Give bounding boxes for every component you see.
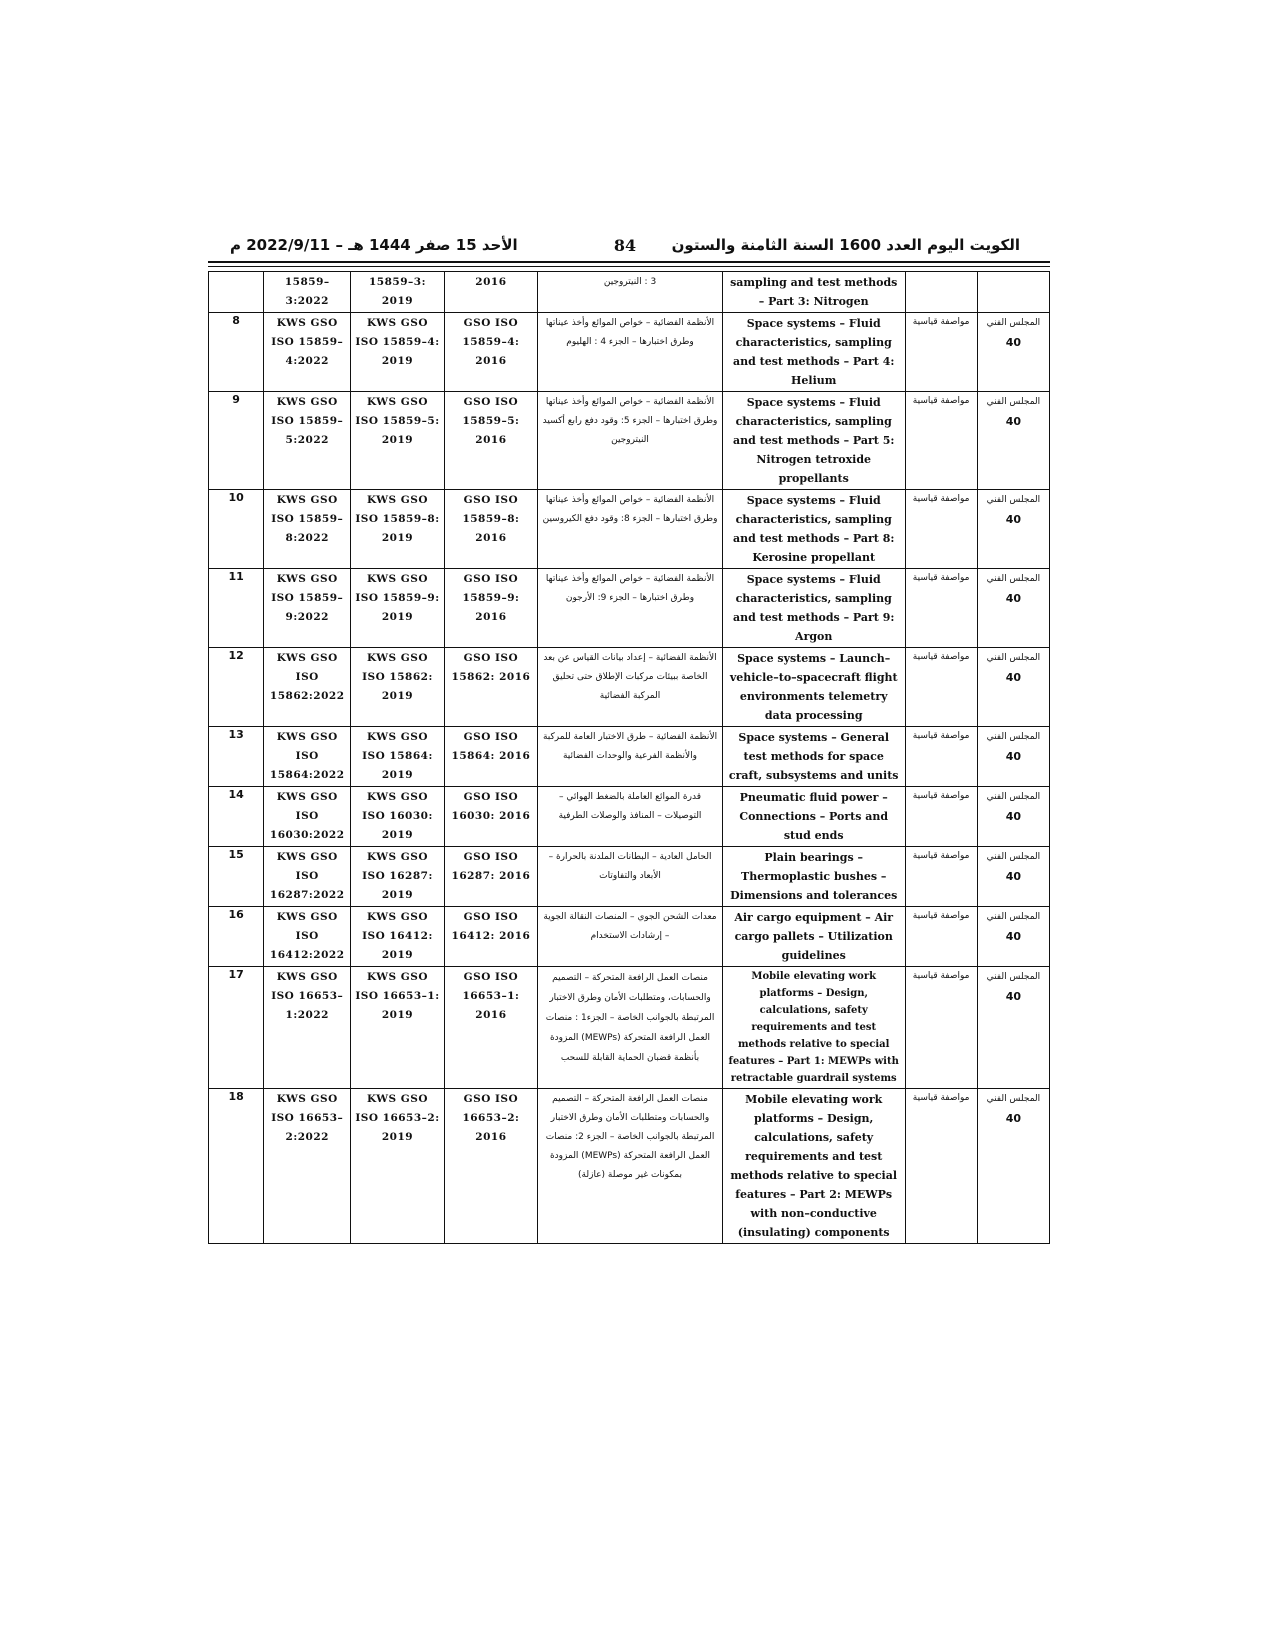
committee-cell bbox=[977, 392, 1049, 490]
committee-name: المجلس الفني bbox=[986, 912, 1041, 922]
doc-type: مواصفة قياسية bbox=[905, 847, 977, 907]
table-row bbox=[209, 569, 1050, 648]
english-title: Pneumatic fluid power – Connections – Ports and stud ends bbox=[722, 787, 905, 847]
row-number: 17 bbox=[209, 967, 264, 1089]
english-title: sampling and test methods – Part 3: Nitrogen bbox=[722, 272, 905, 313]
arabic-title: منصات العمل الرافعة المتحركة – التصميم والحسابات ومتطلبات الأمان وطرق الاختبار المرتبطة بالجوانب الخاصة – الجزء 2: منصات العمل الرافعة المتحركة (MEWPs) المزودة بمكونات غير موصلة (عازلة) bbox=[538, 1089, 723, 1244]
committee-name: المجلس الفني bbox=[986, 653, 1041, 663]
kws-old-code: KWS GSO ISO 16287: 2019 bbox=[351, 847, 444, 907]
committee-cell bbox=[977, 787, 1049, 847]
kws-old-code: KWS GSO ISO 16030: 2019 bbox=[351, 787, 444, 847]
gso-code: GSO ISO 15859–9: 2016 bbox=[444, 569, 537, 648]
table-row bbox=[209, 727, 1050, 787]
committee-number: 40 bbox=[1005, 870, 1022, 883]
arabic-title: الأنظمة الفضائية – طرق الاختبار العامة للمركبة والأنظمة الفرعية والوحدات الفضائية bbox=[538, 727, 723, 787]
kws-new-code: KWS GSO ISO 15859–9:2022 bbox=[264, 569, 351, 648]
arabic-title: 3 : النيتروجين bbox=[538, 272, 723, 313]
doc-type: مواصفة قياسية bbox=[905, 787, 977, 847]
english-title: Space systems – General test methods for space craft, subsystems and units bbox=[722, 727, 905, 787]
english-title: Mobile elevating work platforms – Design, calculations, safety requirements and test methods relative to special features – Part 1: MEWPs with retractable guardrail systems bbox=[722, 967, 905, 1089]
doc-type bbox=[905, 272, 977, 313]
gso-code: GSO ISO 15862: 2016 bbox=[444, 648, 537, 727]
arabic-title: الأنظمة الفضائية – خواص الموائع وأخذ عيناتها وطرق اختبارها – الجزء 4 : الهليوم bbox=[538, 313, 723, 392]
gso-code: GSO ISO 16653–2: 2016 bbox=[444, 1089, 537, 1244]
kws-old-code: KWS GSO ISO 15859–9: 2019 bbox=[351, 569, 444, 648]
row-number: 9 bbox=[209, 392, 264, 490]
gso-code: GSO ISO 16653–1: 2016 bbox=[444, 967, 537, 1089]
gso-code: GSO ISO 15859–8: 2016 bbox=[444, 490, 537, 569]
english-title: Plain bearings – Thermoplastic bushes – Dimensions and tolerances bbox=[722, 847, 905, 907]
kws-old-code: KWS GSO ISO 15859–8: 2019 bbox=[351, 490, 444, 569]
kws-new-code: KWS GSO ISO 15859–8:2022 bbox=[264, 490, 351, 569]
gazette-title: الكويت اليوم العدد 1600 السنة الثامنة والستون bbox=[671, 236, 1020, 254]
english-title: Air cargo equipment – Air cargo pallets – Utilization guidelines bbox=[722, 907, 905, 967]
doc-type: مواصفة قياسية bbox=[905, 1089, 977, 1244]
kws-new-code: KWS GSO ISO 15859–5:2022 bbox=[264, 392, 351, 490]
doc-type: مواصفة قياسية bbox=[905, 907, 977, 967]
kws-old-code: KWS GSO ISO 16653–2: 2019 bbox=[351, 1089, 444, 1244]
gso-code: GSO ISO 16030: 2016 bbox=[444, 787, 537, 847]
header-rule bbox=[208, 261, 1050, 263]
arabic-title: منصات العمل الرافعة المتحركة – التصميم والحسابات، ومتطلبات الأمان وطرق الاختبار المرتبطة بالجوانب الخاصة – الجزء1 : منصات العمل الرافعة المتحركة (MEWPs) المزودة بأنظمة قضبان الحماية القابلة للسحب bbox=[538, 967, 723, 1089]
kws-old-code: KWS GSO ISO 15859–4: 2019 bbox=[351, 313, 444, 392]
gso-code: GSO ISO 16287: 2016 bbox=[444, 847, 537, 907]
arabic-title: قدرة الموائع العاملة بالضغط الهوائي – التوصيلات – المنافذ والوصلات الطرفية bbox=[538, 787, 723, 847]
kws-new-code: KWS GSO ISO 15862:2022 bbox=[264, 648, 351, 727]
arabic-title: الأنظمة الفضائية – إعداد بيانات القياس عن بعد الخاصة ببيئات مركبات الإطلاق حتى تحليق المركبة الفضائية bbox=[538, 648, 723, 727]
english-title: Space systems – Fluid characteristics, sampling and test methods – Part 9: Argon bbox=[722, 569, 905, 648]
kws-old-code: 15859–3: 2019 bbox=[351, 272, 444, 313]
row-number: 11 bbox=[209, 569, 264, 648]
kws-new-code: KWS GSO ISO 15859–4:2022 bbox=[264, 313, 351, 392]
doc-type: مواصفة قياسية bbox=[905, 313, 977, 392]
row-number: 13 bbox=[209, 727, 264, 787]
table-row bbox=[209, 787, 1050, 847]
committee-name: المجلس الفني bbox=[986, 495, 1041, 505]
english-title: Space systems – Launch–vehicle–to–spacecraft flight environments telemetry data processing bbox=[722, 648, 905, 727]
committee-number: 40 bbox=[1005, 336, 1022, 349]
table-row bbox=[209, 392, 1050, 490]
committee-number: 40 bbox=[1005, 513, 1022, 526]
doc-type: مواصفة قياسية bbox=[905, 490, 977, 569]
english-title: Mobile elevating work platforms – Design, calculations, safety requirements and test methods relative to special features – Part 2: MEWPs with non–conductive (insulating) components bbox=[722, 1089, 905, 1244]
table-row bbox=[209, 1089, 1050, 1244]
table-body bbox=[209, 272, 1050, 1244]
committee-number: 40 bbox=[1005, 810, 1022, 823]
arabic-title: الأنظمة الفضائية – خواص الموائع وأخذ عيناتها وطرق اختبارها – الجزء 8: وقود دفع الكيروسين bbox=[538, 490, 723, 569]
table-row bbox=[209, 847, 1050, 907]
table-row bbox=[209, 648, 1050, 727]
gso-code: 2016 bbox=[444, 272, 537, 313]
gso-code: GSO ISO 16412: 2016 bbox=[444, 907, 537, 967]
standards-table bbox=[208, 271, 1050, 1244]
row-number: 14 bbox=[209, 787, 264, 847]
table-row bbox=[209, 313, 1050, 392]
english-title: Space systems – Fluid characteristics, sampling and test methods – Part 4: Helium bbox=[722, 313, 905, 392]
committee-cell bbox=[977, 1089, 1049, 1244]
table-row bbox=[209, 907, 1050, 967]
issue-date: الأحد 15 صفر 1444 هـ – 2022/9/11 م bbox=[230, 236, 518, 254]
row-number: 18 bbox=[209, 1089, 264, 1244]
committee-cell bbox=[977, 569, 1049, 648]
english-title: Space systems – Fluid characteristics, sampling and test methods – Part 5: Nitrogen tetroxide propellants bbox=[722, 392, 905, 490]
committee-number: 40 bbox=[1005, 750, 1022, 763]
committee-name: المجلس الفني bbox=[986, 397, 1041, 407]
row-number: 15 bbox=[209, 847, 264, 907]
page-number: 84 bbox=[613, 236, 637, 255]
arabic-title: الأنظمة الفضائية – خواص الموائع وأخذ عيناتها وطرق اختبارها – الجزء 9: الأرجون bbox=[538, 569, 723, 648]
arabic-title: الأنظمة الفضائية – خواص الموائع وأخذ عيناتها وطرق اختبارها – الجزء 5: وقود دفع رابع أكسيد النيتروجين bbox=[538, 392, 723, 490]
doc-type: مواصفة قياسية bbox=[905, 392, 977, 490]
row-number: 8 bbox=[209, 313, 264, 392]
committee-cell bbox=[977, 727, 1049, 787]
english-title: Space systems – Fluid characteristics, sampling and test methods – Part 8: Kerosine propellant bbox=[722, 490, 905, 569]
kws-old-code: KWS GSO ISO 16412: 2019 bbox=[351, 907, 444, 967]
committee-name: المجلس الفني bbox=[986, 1094, 1041, 1104]
kws-new-code: KWS GSO ISO 16653–1:2022 bbox=[264, 967, 351, 1089]
committee-cell bbox=[977, 648, 1049, 727]
committee-cell bbox=[977, 967, 1049, 1089]
committee-cell bbox=[977, 490, 1049, 569]
arabic-title: معدات الشحن الجوي – المنصات النقالة الجوية – إرشادات الاستخدام bbox=[538, 907, 723, 967]
committee-name: المجلس الفني bbox=[986, 732, 1041, 742]
committee-number: 40 bbox=[1005, 990, 1022, 1003]
kws-new-code: KWS GSO ISO 16287:2022 bbox=[264, 847, 351, 907]
committee-name: المجلس الفني bbox=[986, 972, 1041, 982]
row-number bbox=[209, 272, 264, 313]
row-number: 10 bbox=[209, 490, 264, 569]
committee-number: 40 bbox=[1005, 415, 1022, 428]
committee-number: 40 bbox=[1005, 1112, 1022, 1125]
header-rule-thin bbox=[208, 266, 1050, 267]
committee-number: 40 bbox=[1005, 592, 1022, 605]
kws-old-code: KWS GSO ISO 16653–1: 2019 bbox=[351, 967, 444, 1089]
committee-name: المجلس الفني bbox=[986, 792, 1041, 802]
table-row bbox=[209, 272, 1050, 313]
committee-number: 40 bbox=[1005, 671, 1022, 684]
doc-type: مواصفة قياسية bbox=[905, 967, 977, 1089]
committee-name: المجلس الفني bbox=[986, 318, 1041, 328]
kws-new-code: KWS GSO ISO 15864:2022 bbox=[264, 727, 351, 787]
doc-type: مواصفة قياسية bbox=[905, 569, 977, 648]
committee-cell bbox=[977, 313, 1049, 392]
kws-old-code: KWS GSO ISO 15864: 2019 bbox=[351, 727, 444, 787]
committee-name: المجلس الفني bbox=[986, 574, 1041, 584]
gso-code: GSO ISO 15864: 2016 bbox=[444, 727, 537, 787]
table-row bbox=[209, 490, 1050, 569]
doc-type: مواصفة قياسية bbox=[905, 648, 977, 727]
kws-old-code: KWS GSO ISO 15859–5: 2019 bbox=[351, 392, 444, 490]
kws-new-code: 15859–3:2022 bbox=[264, 272, 351, 313]
arabic-title: الحامل العادية – البطانات الملدنة بالحرارة – الأبعاد والتفاوتات bbox=[538, 847, 723, 907]
row-number: 16 bbox=[209, 907, 264, 967]
gso-code: GSO ISO 15859–4: 2016 bbox=[444, 313, 537, 392]
kws-new-code: KWS GSO ISO 16412:2022 bbox=[264, 907, 351, 967]
committee-cell bbox=[977, 907, 1049, 967]
committee-cell bbox=[977, 272, 1049, 313]
kws-old-code: KWS GSO ISO 15862: 2019 bbox=[351, 648, 444, 727]
row-number: 12 bbox=[209, 648, 264, 727]
committee-cell bbox=[977, 847, 1049, 907]
committee-number: 40 bbox=[1005, 930, 1022, 943]
doc-type: مواصفة قياسية bbox=[905, 727, 977, 787]
kws-new-code: KWS GSO ISO 16653–2:2022 bbox=[264, 1089, 351, 1244]
committee-name: المجلس الفني bbox=[986, 852, 1041, 862]
gso-code: GSO ISO 15859–5: 2016 bbox=[444, 392, 537, 490]
kws-new-code: KWS GSO ISO 16030:2022 bbox=[264, 787, 351, 847]
table-row bbox=[209, 967, 1050, 1089]
